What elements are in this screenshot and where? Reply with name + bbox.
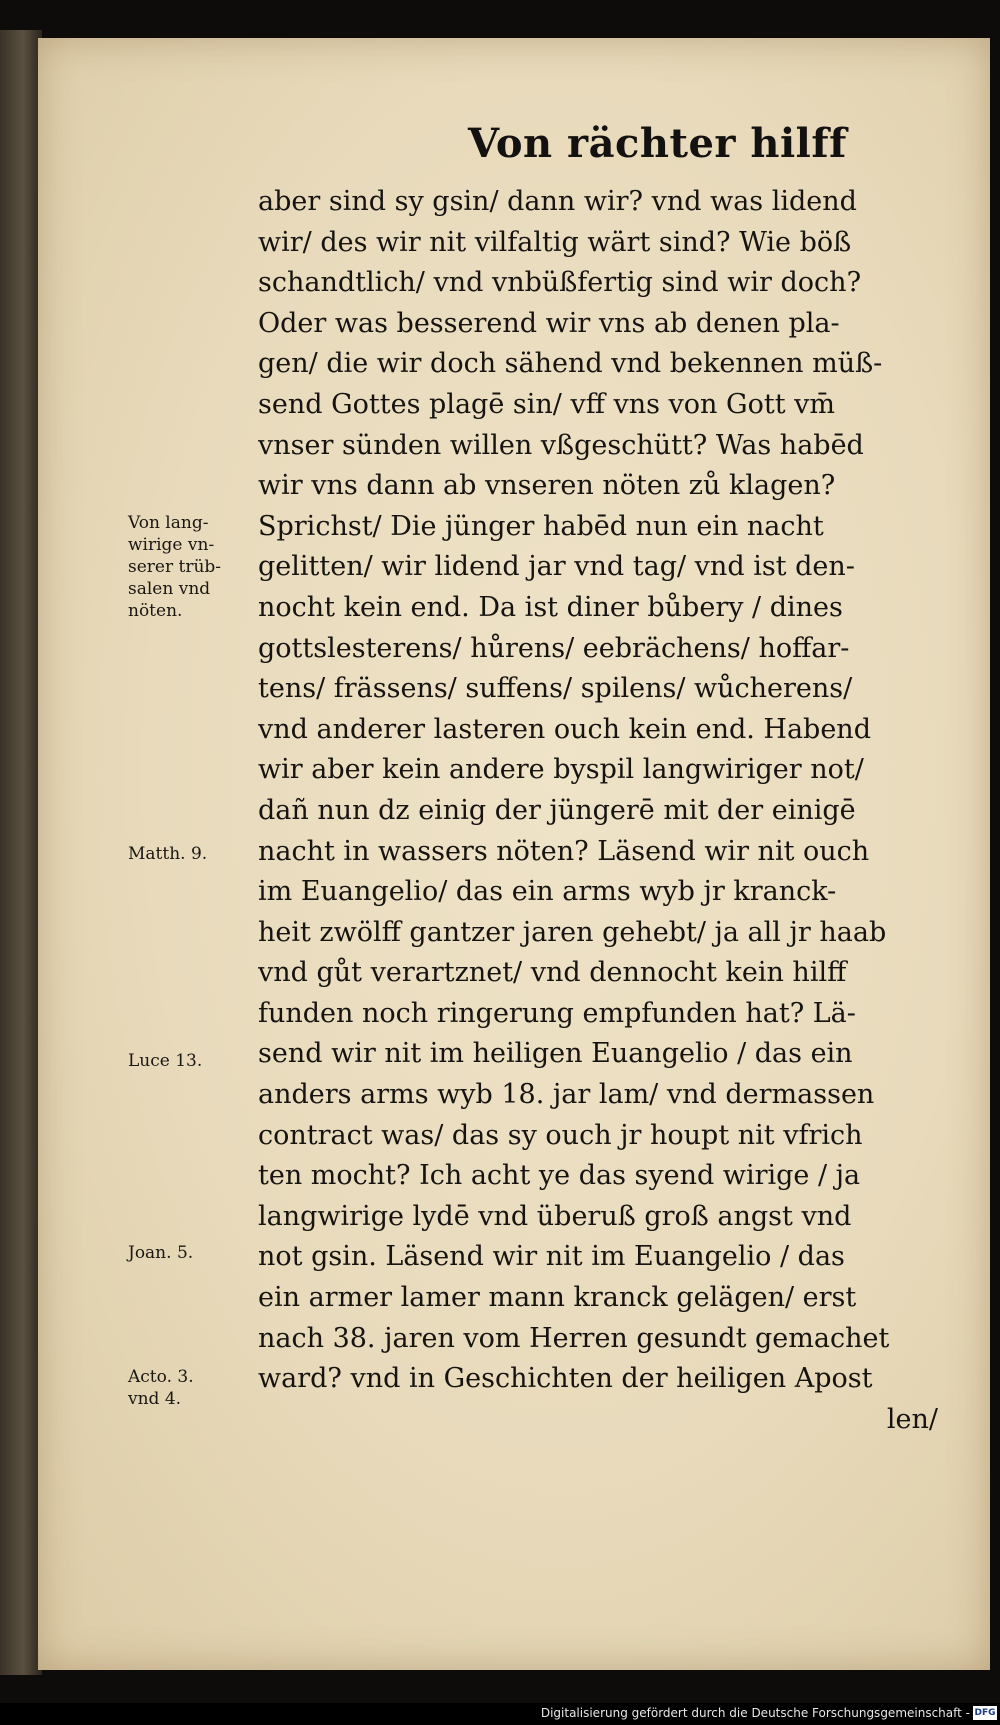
- marginal-note-line: Matth. 9.: [128, 844, 208, 864]
- body-text: [258, 182, 958, 1440]
- marginal-note: [128, 1050, 202, 1072]
- text-line: wir aber kein andere byspil langwiriger not/: [258, 754, 864, 786]
- text-line: dañ nun dz einig der jüngerē mit der einigē: [258, 794, 856, 826]
- marginal-note: [128, 1242, 193, 1264]
- text-line: langwirige lydē vnd überuß groß angst vnd: [258, 1200, 852, 1232]
- marginal-note: [128, 843, 207, 865]
- marginal-note-line: serer trüb-: [128, 557, 222, 577]
- text-line: anders arms wyb 18. jar lam/ vnd dermassen: [258, 1079, 875, 1111]
- text-line: gelitten/ wir lidend jar vnd tag/ vnd ist den-: [258, 551, 855, 583]
- text-line: nacht in wassers nöten? Läsend wir nit ouch: [258, 835, 870, 867]
- text-line: Sprichst/ Die jünger habēd nun ein nacht: [258, 510, 824, 542]
- marginal-note-line: Acto. 3.: [128, 1367, 194, 1387]
- text-line: vnd gůt verartznet/ vnd dennocht kein hilff: [258, 957, 847, 989]
- text-line: ein armer lamer mann kranck gelägen/ erst: [258, 1282, 857, 1314]
- text-line: Oder was besserend wir vns ab denen pla-: [258, 307, 840, 339]
- text-line: funden noch ringerung empfunden hat? Lä-: [258, 997, 856, 1029]
- marginal-note-line: nöten.: [128, 601, 183, 621]
- text-line: ward? vnd in Geschichten der heiligen Apost: [258, 1363, 873, 1395]
- text-line: im Euangelio/ das ein arms wyb jr kranck-: [258, 876, 837, 908]
- marginal-note-line: Luce 13.: [128, 1051, 203, 1071]
- text-line: wir/ des wir nit vilfaltig wärt sind? Wie böß: [258, 226, 852, 258]
- text-line: not gsin. Läsend wir nit im Euangelio / das: [258, 1241, 845, 1273]
- marginal-note-line: salen vnd: [128, 579, 211, 599]
- text-line: nocht kein end. Da ist diner bůbery / dines: [258, 591, 843, 623]
- text-line: schandtlich/ vnd vnbüßfertig sind wir doch?: [258, 267, 862, 299]
- text-line: tens/ frässens/ suffens/ spilens/ wůcherens/: [258, 673, 853, 705]
- dfg-logo-icon: DFG: [974, 1708, 996, 1718]
- digitization-credit: Digitalisierung gefördert durch die Deutsche Forschungsgemeinschaft -: [540, 1706, 970, 1720]
- text-line: heit zwölff gantzer jaren gehebt/ ja all jr haab: [258, 916, 887, 948]
- text-line: gen/ die wir doch sähend vnd bekennen müß-: [258, 348, 883, 380]
- marginal-note-line: Von lang-: [128, 513, 209, 533]
- text-line: nach 38. jaren vom Herren gesundt gemachet: [258, 1322, 890, 1354]
- marginal-note-line: Joan. 5.: [128, 1243, 194, 1263]
- text-line: len/: [886, 1403, 938, 1435]
- text-line: gottslesterens/ hůrens/ eebrächens/ hoffar-: [258, 632, 850, 664]
- marginal-note: [128, 512, 221, 622]
- book-cover-edge: [0, 30, 42, 1675]
- marginal-note-line: wirige vn-: [128, 535, 215, 555]
- text-line: ten mocht? Ich acht ye das syend wirige / ja: [258, 1160, 861, 1192]
- marginal-note-line: vnd 4.: [128, 1389, 182, 1409]
- text-line: vnd anderer lasteren ouch kein end. Habend: [258, 713, 871, 745]
- text-line: send wir nit im heiligen Euangelio / das ein: [258, 1038, 853, 1070]
- text-line: aber sind sy gsin/ dann wir? vnd was lidend: [258, 186, 857, 217]
- text-line: send Gottes plagē sin/ vff vns von Gott vm̄: [258, 388, 835, 420]
- text-line: wir vns dann ab vnseren nöten zů klagen?: [258, 470, 836, 502]
- text-line: vnser sünden willen vßgeschütt? Was habēd: [258, 429, 864, 461]
- marginal-note: [128, 1366, 194, 1410]
- text-line: contract was/ das sy ouch jr houpt nit vfrich: [258, 1119, 863, 1151]
- running-head: Von rächter hilff: [468, 120, 847, 167]
